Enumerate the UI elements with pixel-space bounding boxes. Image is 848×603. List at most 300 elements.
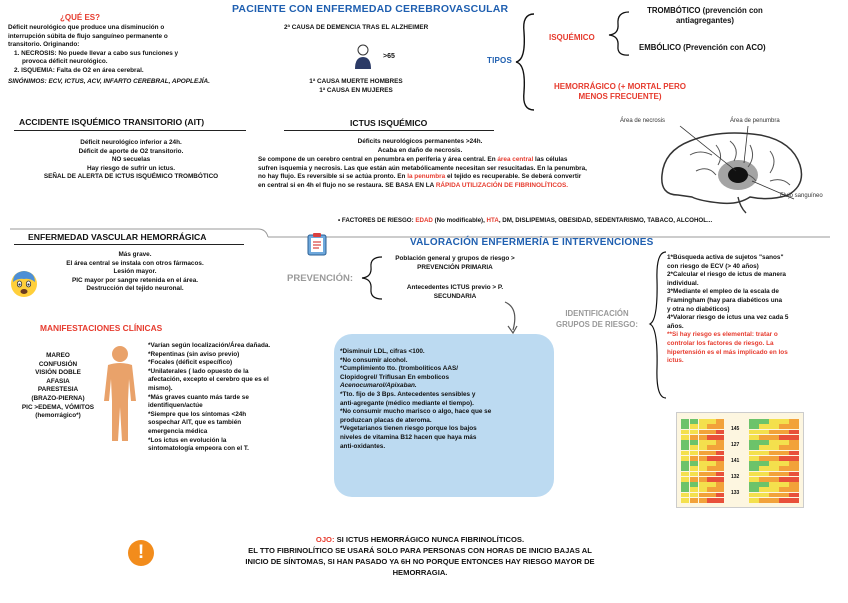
identificacion-text [667,254,845,366]
risk-cell [789,482,799,487]
hemorragico-label: HEMORRÁGICO (+ MORTAL PERO MENOS FRECUENTE) [554,82,686,101]
risk-label: 132 [731,474,740,480]
identificacion-line: y otra no diabéticos) [667,305,730,313]
figure-label: MAREO [46,352,70,359]
risk-cell [690,493,698,498]
ictus-paragraph [258,156,588,190]
risk-cell [707,435,715,440]
risk-cell [789,430,799,435]
intervencion-line: *Vegetarianos tienen riesgo porque los bajos [340,425,477,433]
risk-cell [707,451,715,456]
trombotico-label: TROMBÓTICO (prevención con antiagregantes) [647,6,763,25]
risk-cell [769,477,779,482]
manifestacion-line: *Unilaterales ( lado opuesto de la [148,367,249,375]
risk-cell [769,424,779,429]
ait-line: SEÑAL DE ALERTA DE ICTUS ISQUÉMICO TROMBÓTICO [43,173,219,181]
risk-cell [779,477,789,482]
risk-cell [716,472,724,477]
identificacion-red-line: **Si hay riesgo es elemental: tratar o [667,331,778,339]
risk-cell [789,472,799,477]
risk-cell [779,472,789,477]
risk-cell [789,498,799,503]
risk-cell [690,498,698,503]
causa-demencia: 2ª CAUSA DE DEMENCIA TRAS EL ALZHEIMER [284,24,429,31]
risk-cell [749,456,759,461]
ait-underline [14,130,246,131]
body-figure-icon [98,345,142,445]
ait-line: Déficit de aporte de O2 transitorio. [78,147,184,155]
worried-face-icon [10,270,38,298]
tipos-brace [514,12,538,112]
manifestacion-line: mismo). [148,384,173,392]
risk-cell [789,451,799,456]
manifestacion-line: identifiquen/actúe [148,402,203,410]
identificacion-title-line: GRUPOS DE RIESGO: [556,320,638,329]
risk-cell [690,430,698,435]
que-es-line: provoca déficit neurológico. [22,58,108,66]
hemorragica-title: ENFERMEDAD VASCULAR HEMORRÁGICA [28,232,207,242]
risk-cell [779,482,789,487]
risk-cell [707,466,715,471]
risk-label: 141 [731,458,740,464]
ictus-text: necesitan ser resucitadas. En [455,164,546,172]
hemorragica-text [30,251,240,294]
risk-cell [681,487,689,492]
risk-cell [716,482,724,487]
risk-cell [749,435,759,440]
risk-cell [769,472,779,477]
identificacion-line: 1*Búsqueda activa de sujetos "sanos" [667,254,784,261]
risk-cell [789,493,799,498]
risk-cell [779,419,789,424]
manifestacion-line: *Los ictus en evolución la [148,436,227,444]
clipboard-icon [306,232,328,256]
factores-text: (No modificable), [432,217,487,224]
risk-cell [749,477,759,482]
risk-cell [681,440,689,445]
figure-label: PARESTESIA [37,386,79,394]
manifestaciones-bullets [148,342,326,454]
risk-cell [779,435,789,440]
risk-cell [681,419,689,424]
risk-cell [716,435,724,440]
risk-cell [759,482,769,487]
identificacion-title-line: IDENTIFICACIÓN [565,309,629,318]
risk-cell [779,498,789,503]
risk-cell [789,435,799,440]
manifestaciones-title: MANIFESTACIONES CLÍNICAS [40,323,163,333]
risk-cell [690,451,698,456]
risk-cell [716,477,724,482]
que-es-line: 1. NECROSIS: No puede llevar a cabo sus funciones y [14,49,179,57]
risk-cell [789,440,799,445]
identificacion-line: años. [667,322,684,330]
embolico-label: EMBÓLICO (Prevención con ACO) [639,43,766,52]
risk-cell [699,477,707,482]
isquemico-label: ISQUÉMICO [549,33,595,42]
risk-label: 127 [731,442,740,448]
figure-label: (hemorrágico*) [35,412,81,420]
que-es-title: ¿QUÉ ES? [60,13,101,22]
risk-cell [769,498,779,503]
risk-cell [699,482,707,487]
intervencion-line: *Tto. fijo de 3 Bps. Antecedentes sensibles y [340,390,476,398]
intervencion-line: *Cumplimiento tto. (tromboliticos AAS/ [340,365,458,373]
ictus-underline [284,130,494,131]
risk-cell [699,430,707,435]
factores-label: FACTORES DE RIESGO: [341,217,416,224]
ait-title: ACCIDENTE ISQUÉMICO TRANSITORIO (AIT) [19,117,205,127]
ojo-line: SI ICTUS HEMORRÁGICO NUNCA FIBRINOLÍTICOS. [334,535,525,544]
risk-cell [749,466,759,471]
ojo-text [170,534,670,578]
risk-cell [681,466,689,471]
risk-cell [699,498,707,503]
person-icon [354,44,372,70]
intervencion-line: *Disminuir LDL, cifras <100. [340,348,425,355]
risk-cell [789,456,799,461]
intervencion-line: *No consumir alcohol. [340,356,408,364]
ait-line: NO secuelas [111,156,151,164]
main-title: PACIENTE CON ENFERMEDAD CEREBROVASCULAR [232,3,509,15]
causa-mujeres: 1ª CAUSA EN MUJERES [319,87,393,94]
ojo-line: HEMORRAGIA. [392,568,448,577]
ictus-line-1: Déficits neurológicos permanentes >24h. [357,138,483,145]
risk-cell [749,493,759,498]
risk-cell [699,466,707,471]
risk-cell [779,466,789,471]
risk-cell [707,493,715,498]
risk-cell [789,419,799,424]
risk-cell [779,445,789,450]
risk-cell [759,493,769,498]
risk-cell [699,419,707,424]
manifestacion-line: emergencia médica [148,427,208,435]
risk-cell [769,445,779,450]
risk-cell [681,477,689,482]
risk-cell [789,461,799,466]
ictus-text: la penumbra, no hay flujo. Es reversible si se actúa pronto. [258,164,587,181]
ait-line: Déficit neurológico inferior a 24h. [80,139,182,146]
manifestacion-line: sospechar AIT, que es también [148,419,242,427]
que-es-synonyms: SINÓNIMOS: ECV, ICTUS, ACV, INFARTO CEREBRAL, APOPLEJÍA. [8,77,210,85]
que-es-line: 2. ISQUEMIA: Falta de O2 en área cerebral. [14,66,144,74]
intervencion-line: Clopidogrel/ Triflusan En embolicos [340,373,450,381]
figure-label: CONFUSIÓN [38,360,78,368]
manifestacion-line: *Repentinas (sin aviso previo) [148,350,240,358]
risk-cell [749,424,759,429]
risk-cell [769,451,779,456]
identificacion-line: individual. [667,279,699,287]
risk-cell [681,482,689,487]
tipos-label: TIPOS [487,56,513,65]
risk-cell [769,466,779,471]
risk-cell [681,451,689,456]
risk-cell [769,430,779,435]
que-es-line: transitorio. Originando: [8,41,80,49]
ait-text [6,139,256,182]
ait-line: Hay riesgo de sufrir un ictus. [86,164,176,172]
risk-cell [749,451,759,456]
identificacion-red-line: controlar los factores de riesgo. La [667,339,774,347]
risk-grid-right [749,419,799,503]
que-es-line: Déficit neurológico que produce una disminución o [8,24,165,31]
prevencion-primaria [380,255,530,272]
risk-cell [759,435,769,440]
identificacion-red-line: ictus. [667,357,684,365]
identificacion-line: Framingham (hay para diabéticos una [667,296,783,304]
ictus-line-2: Acaba en daño de necrosis. [377,147,463,154]
risk-cell [690,419,698,424]
ictus-text: las células sufren isquemia y necrosis. Las que están aún metabólicamente [258,156,568,172]
risk-cell [716,445,724,450]
risk-cell [690,487,698,492]
causa-muerte-hombres: 1ª CAUSA MUERTE HOMBRES [309,78,403,85]
risk-label: 145 [731,426,740,432]
identificacion-line: 2*Calcular el riesgo de ictus de manera [667,271,786,279]
risk-cell [759,445,769,450]
risk-cell [789,466,799,471]
figure-labels [8,352,108,421]
risk-cell [749,461,759,466]
manifestacion-line: sintomatología empeora con el T. [148,445,249,453]
intervenciones-box [334,334,554,497]
risk-cell [769,419,779,424]
manifestacion-line: *Siempre que los síntomas <24h [148,410,247,418]
ictus-red-text: RÁPIDA UTILIZACIÓN DE FIBRINOLÍTICOS. [435,181,568,189]
risk-cell [759,456,769,461]
risk-cell [779,487,789,492]
factor-edad: EDAD [415,217,433,224]
risk-cell [789,424,799,429]
ictus-text: En [397,173,408,181]
risk-cell [690,477,698,482]
manifestacion-line: *Más graves cuanto más tarde se [148,393,249,401]
risk-cell [789,477,799,482]
identificacion-line: 3*Mediante el empleo de la escala de [667,288,779,296]
risk-cell [681,472,689,477]
ictus-red-text: área central [497,156,534,163]
risk-cell [779,461,789,466]
risk-cell [690,440,698,445]
risk-cell [707,440,715,445]
manifestacion-line: *Focales (déficit específico) [148,359,233,367]
risk-cell [769,440,779,445]
factores-text: , DM, DISLIPEMIAS, OBESIDAD, SEDENTARISMO, TABACO, ALCOHOL... [498,217,713,224]
risk-cell [707,487,715,492]
factores-riesgo: • FACTORES DE RIESGO: EDAD (No modificable), HTA, DM, DISLIPEMIAS, OBESIDAD, SEDENTARISMO, TABACO, ALCOHOL... [338,217,713,224]
risk-cell [690,456,698,461]
risk-cell [707,424,715,429]
identificacion-title [552,308,642,330]
identificacion-brace [648,250,668,400]
risk-cell [749,487,759,492]
brain-label-necrosis: Área de necrosis [620,118,666,124]
figure-label: (BRAZO-PIERNA) [31,394,85,402]
risk-cell [707,482,715,487]
intervenciones-text [340,348,548,451]
risk-cell [681,430,689,435]
risk-cell [749,498,759,503]
risk-cell [699,424,707,429]
ojo-line: INICIO DE SÍNTOMAS, SI HAN PASADO YA 6H NO PORQUE ENTONCES HAY RIESGO MAYOR DE [245,557,595,566]
warning-icon: ! [128,540,154,566]
risk-cell [707,472,715,477]
risk-cell [699,435,707,440]
intervencion-line: Acenocumarol/Apixaban. [340,382,417,390]
risk-cell [699,440,707,445]
ictus-text: Se compone de un cerebro central en penumbra en periferia y área central. En [258,156,498,163]
risk-cell [749,482,759,487]
primaria-line: PREVENCIÓN PRIMARIA [417,263,493,271]
risk-cell [716,440,724,445]
risk-cell [749,440,759,445]
risk-cell [716,456,724,461]
figure-label: AFASIA [46,377,70,385]
risk-cell [759,498,769,503]
intervencion-line: *No consumir mucho marisco o algo, hace que se [340,408,492,416]
figure-label: PIC >EDEMA, VÓMITOS [21,403,95,411]
risk-cell [716,451,724,456]
risk-cell [707,461,715,466]
risk-cell [681,435,689,440]
risk-cell [759,424,769,429]
risk-cell [690,435,698,440]
risk-cell [707,456,715,461]
hemorragica-line: PIC mayor por sangre retenida en el área. [71,276,199,284]
risk-cell [749,430,759,435]
risk-table-image [676,412,804,508]
risk-cell [699,445,707,450]
ojo-label: OJO: [315,535,335,544]
risk-cell [690,461,698,466]
risk-cell [716,461,724,466]
ictus-isquemico-title: ICTUS ISQUÉMICO [350,118,428,128]
risk-cell [707,419,715,424]
risk-cell [759,487,769,492]
risk-cell [769,461,779,466]
risk-cell [690,445,698,450]
risk-table-labels [731,421,745,501]
primaria-line: Población general y grupos de riesgo > [395,255,515,262]
risk-cell [681,498,689,503]
ojo-line: EL TTO FIBRINOLÍTICO SE USARÁ SOLO PARA PERSONAS CON HORAS DE INICIO BAJAS AL [248,546,592,555]
brain-label-flujo: Flujo sanguíneo [780,193,823,199]
risk-cell [769,493,779,498]
secundaria-line: SECUNDARIA [433,292,477,300]
risk-cell [699,472,707,477]
risk-grid-left [681,419,725,503]
brain-image [620,115,840,215]
risk-cell [779,424,789,429]
risk-cell [759,451,769,456]
risk-cell [769,487,779,492]
ictus-red-text: la penumbra [407,173,446,181]
risk-cell [716,424,724,429]
risk-cell [779,440,789,445]
risk-cell [716,466,724,471]
risk-cell [769,482,779,487]
risk-cell [716,498,724,503]
factor-hta: HTA [486,217,499,224]
risk-cell [759,440,769,445]
hemorragica-line: Más grave. [118,251,152,258]
risk-cell [707,477,715,482]
risk-cell [681,424,689,429]
manifestacion-line: afectación, excepto el cerebro que es el [148,376,269,384]
risk-cell [690,472,698,477]
intervencion-line: produzcan placas de ateroma. [340,416,432,424]
intervencion-line: anti-agregante (médico mediante el tiempo). [340,399,474,407]
risk-cell [749,445,759,450]
que-es-line: interrupción súbita de flujo sanguíneo permanente o [8,32,168,40]
valoracion-title: VALORACIÓN ENFERMERÍA E INTERVENCIONES [410,237,654,248]
risk-cell [716,419,724,424]
risk-cell [759,477,769,482]
age-label: >65 [383,53,395,60]
risk-cell [789,445,799,450]
risk-label: 133 [731,490,740,496]
risk-cell [716,430,724,435]
risk-cell [699,487,707,492]
hemorragica-line: Destrucción del tejido neuronal. [86,285,184,293]
identificacion-line: con riesgo de ECV (> 40 años) [667,262,759,270]
risk-cell [749,419,759,424]
prevencion-secundaria [380,284,530,301]
identificacion-line: 4*Valorar riesgo de ictus una vez cada 5 [667,314,789,322]
intervencion-line: anti-oxidantes. [340,442,386,450]
risk-cell [759,472,769,477]
risk-cell [707,498,715,503]
risk-cell [779,451,789,456]
risk-cell [759,461,769,466]
risk-cell [681,456,689,461]
risk-cell [699,456,707,461]
que-es-text [8,24,268,86]
risk-cell [749,472,759,477]
hemorragica-underline [14,244,244,245]
risk-cell [716,487,724,492]
risk-cell [716,493,724,498]
risk-cell [681,445,689,450]
risk-cell [759,419,769,424]
risk-cell [779,430,789,435]
ictus-text: 4h el flujo no se restaura. SE BASA EN LA [306,181,436,189]
intervencion-line: niveles de vitamina B12 hacen que haya más [340,433,477,441]
hemorragica-line: El área central se instala con otros fármacos. [66,259,204,267]
risk-cell [690,424,698,429]
risk-cell [759,466,769,471]
risk-cell [769,435,779,440]
risk-cell [769,456,779,461]
ictus-text: el tejido es recuperable. Se deberá convertir en central si en [258,173,582,189]
brain-label-penumbra: Área de penumbra [730,118,780,124]
risk-cell [789,487,799,492]
risk-cell [779,493,789,498]
risk-cell [707,445,715,450]
secundaria-line: Antecedentes ICTUS previo > P. [406,284,504,291]
risk-cell [707,430,715,435]
risk-cell [759,430,769,435]
risk-cell [690,466,698,471]
risk-cell [699,451,707,456]
risk-cell [681,493,689,498]
risk-cell [699,493,707,498]
identificacion-red-line: hipertensión es el más implicado en los [667,348,788,356]
hemorragica-line: Lesión mayor. [113,268,157,276]
isquemico-brace [605,10,633,56]
manifestacion-line: *Varían según localización/Área dañada. [148,342,271,349]
